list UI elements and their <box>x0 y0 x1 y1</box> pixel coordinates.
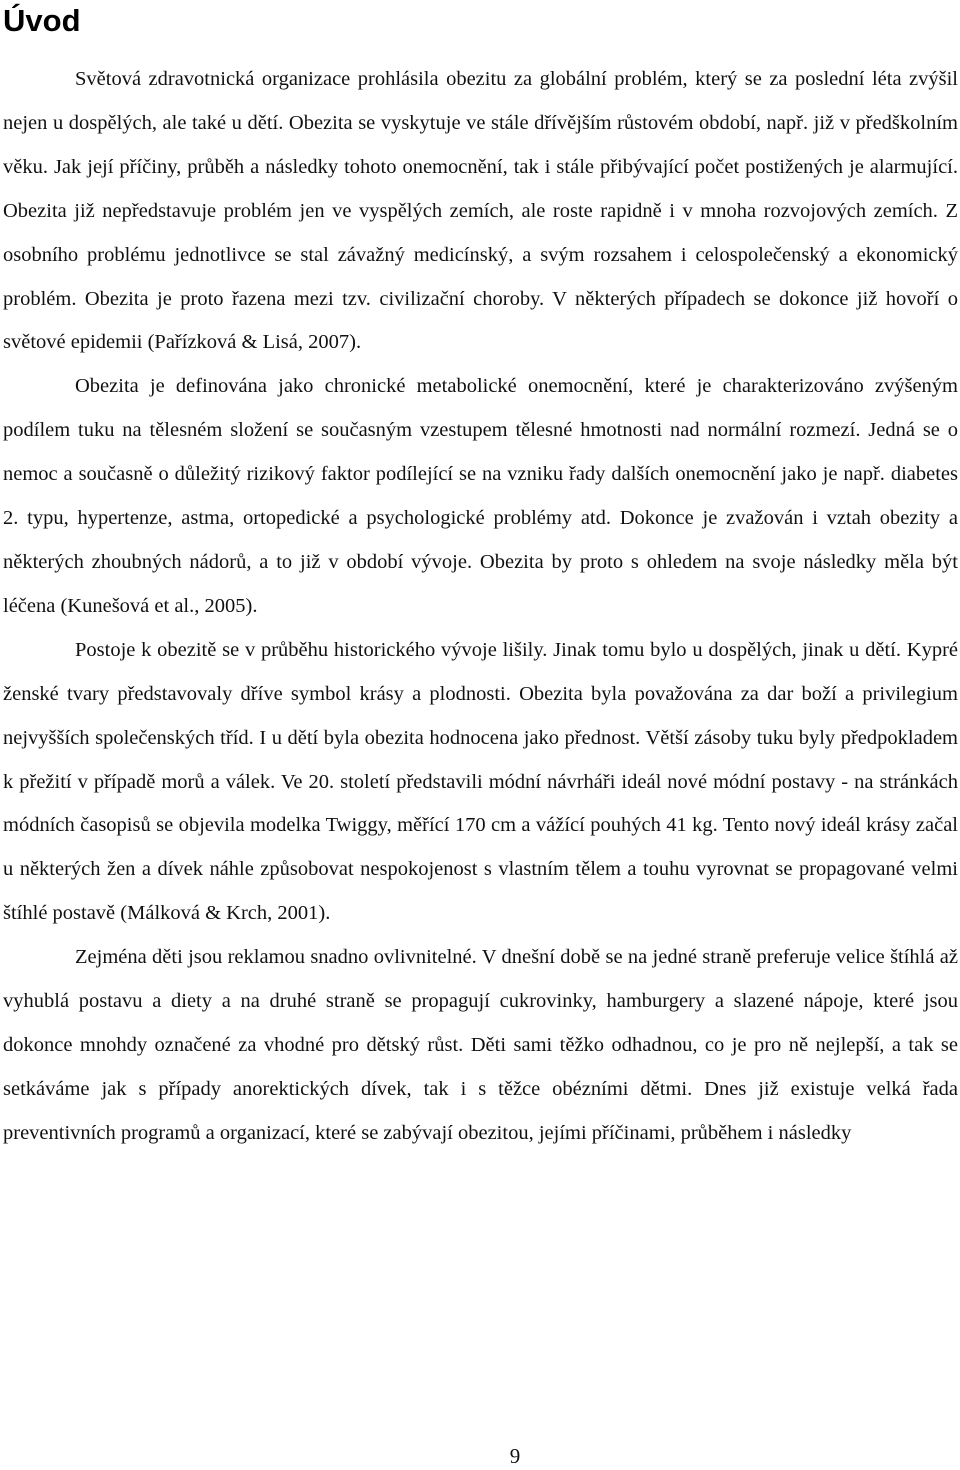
document-body <box>3 58 958 1156</box>
section-heading: Úvod <box>3 3 81 38</box>
paragraph-3: Postoje k obezitě se v průběhu historického vývoje lišily. Jinak tomu bylo u dospělých, jinak u dětí. Kypré ženské tvary představovaly dříve symbol krásy a plodnosti. Obezita byla považována za dar boží a privilegium nejvyšších společenských tříd. I u dětí byla obezita hodnocena jako přednost. Větší zásoby tuku byly předpokladem k přežití v případě morů a válek. Ve 20. století představili módní návrháři ideál nové módní postavy - na stránkách módních časopisů se objevila modelka Twiggy, měřící 170 cm a vážící pouhých 41 kg. Tento nový ideál krásy začal u některých žen a dívek náhle způsobovat nespokojenost s vlastním tělem a touhu vyrovnat se propagované velmi štíhlé postavě (Málková & Krch, 2001). <box>3 638 958 925</box>
paragraph-1: Světová zdravotnická organizace prohlásila obezitu za globální problém, který se za poslední léta zvýšil nejen u dospělých, ale také u dětí. Obezita se vyskytuje ve stále dřívějším růstovém období, např. již v předškolním věku. Jak její příčiny, průběh a následky tohoto onemocnění, tak i stále přibývající počet postižených je alarmující. Obezita již nepředstavuje problém jen ve vyspělých zemích, ale roste rapidně i v mnoha rozvojových zemích. Z osobního problému jednotlivce se stal závažný medicínský, a svým rozsahem i celospolečenský a ekonomický problém. Obezita je proto řazena mezi tzv. civilizační choroby. V některých případech se dokonce již hovoří o světové epidemii (Pařízková & Lisá, 2007). <box>3 68 958 354</box>
paragraph-2: Obezita je definována jako chronické metabolické onemocnění, které je charakterizováno zvýšeným podílem tuku na tělesném složení se současným vzestupem tělesné hmotnosti nad normální rozmezí. Jedná se o nemoc a současně o důležitý rizikový faktor podílející se na vzniku řady dalších onemocnění jako je např. diabetes 2. typu, hypertenze, astma, ortopedické a psychologické problémy atd. Dokonce je zvažován i vztah obezity a některých zhoubných nádorů, a to již v období vývoje. Obezita by proto s ohledem na svoje následky měla být léčena (Kunešová et al., 2005). <box>3 375 958 617</box>
page-number: 9 <box>509 1444 521 1468</box>
paragraph-4: Zejména děti jsou reklamou snadno ovlivnitelné. V dnešní době se na jedné straně preferuje velice štíhlá až vyhublá postavu a diety a na druhé straně se propagují cukrovinky, hamburgery a slazené nápoje, které jsou dokonce mnohdy označené za vhodné pro dětský růst. Děti sami těžko odhadnou, co je pro ně nejlepší, a tak se setkáváme jak s případy anorektických dívek, tak i s těžce obézními dětmi. Dnes již existuje velká řada preventivních programů a organizací, které se zabývají obezitou, jejími příčinami, průběhem i následky <box>3 946 958 1144</box>
